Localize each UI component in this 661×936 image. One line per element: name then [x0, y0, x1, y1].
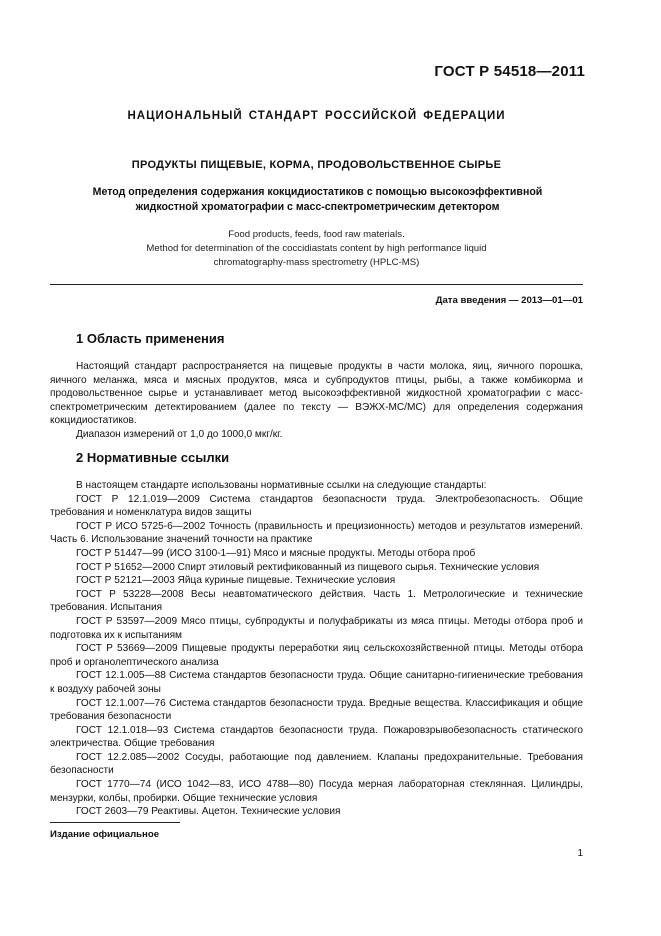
- method-title: Метод определения содержания кокцидиостатиков с помощью высокоэффективной жидкостной хроматографии с масс-спектрометрическим детектором: [92, 186, 543, 213]
- references-intro: В настоящем стандарте использованы нормативные ссылки на следующие стандарты:: [76, 480, 487, 491]
- footer-divider: [50, 822, 180, 823]
- reference-item: ГОСТ 12.2.085—2002 Сосуды, работающие под давлением. Клапаны предохранительные. Требования безопасности: [50, 751, 583, 777]
- english-title-line: Method for determination of the coccidiastats content by high performance liquid: [146, 243, 487, 254]
- english-title-line: chromatography-mass spectrometry (HPLC-MS): [213, 257, 420, 268]
- reference-item: ГОСТ 12.1.018—93 Система стандартов безопасности труда. Пожаровзрывобезопасность статического электричества. Общие требования: [50, 724, 583, 750]
- edition-note: Издание официальное: [50, 829, 160, 840]
- reference-item: ГОСТ Р 53228—2008 Весы неавтоматического действия. Часть 1. Метрологические и технические требования. Испытания: [50, 588, 583, 614]
- paragraph: Настоящий стандарт распространяется на пищевые продукты в части молока, яиц, яичного порошка, яичного меланжа, мяса и мясных продуктов, мяса и субпродуктов птицы, рыбы, а также комбикорма и продовольственное сырье и устанавливает метод высокоэффективной жидкостной хроматографии с масс-спектрометрическим детектированием (далее по тексту — ВЭЖХ-МС/МС) для определения содержания кокцидиостатиков.: [50, 361, 583, 427]
- reference-item: ГОСТ Р 51652—2000 Спирт этиловый ректификованный из пищевого сырья. Технические условия: [76, 561, 540, 573]
- reference-item: ГОСТ 1770—74 (ИСО 1042—83, ИСО 4788—80) Посуда мерная лабораторная стеклянная. Цилиндры, мензурки, колбы, пробирки. Общие технические условия: [50, 779, 583, 804]
- reference-item: ГОСТ 12.1.005—88 Система стандартов безопасности труда. Общие санитарно-гигиенические требования к воздуху рабочей зоны: [50, 670, 583, 695]
- english-title: [80, 228, 553, 270]
- reference-item: ГОСТ Р 52121—2003 Яйца куриные пищевые. Технические условия: [76, 575, 396, 587]
- reference-item: ГОСТ Р 51447—99 (ИСО 3100-1—91) Мясо и мясные продукты. Методы отбора проб: [76, 547, 476, 559]
- section-1-heading: 1 Область применения: [76, 331, 225, 346]
- reference-item: ГОСТ Р 53669—2009 Пищевые продукты переработки яиц сельскохозяйственной птицы. Методы отбора проб и органолептического анализа: [50, 643, 583, 668]
- standard-title: НАЦИОНАЛЬНЫЙ СТАНДАРТ РОССИЙСКОЙ ФЕДЕРАЦИИ: [127, 110, 506, 122]
- reference-item: ГОСТ 12.1.007—76 Система стандартов безопасности труда. Вредные вещества. Классификация и общие требования безопасности: [50, 697, 583, 723]
- section-2-body: [50, 479, 583, 819]
- reference-item: ГОСТ Р ИСО 5725-6—2002 Точность (правильность и прецизионность) методов и результатов измерений. Часть 6. Использование значений точности на практике: [50, 520, 583, 546]
- english-title-line: Food products, feeds, food raw materials.: [228, 229, 405, 240]
- product-title: ПРОДУКТЫ ПИЩЕВЫЕ, КОРМА, ПРОДОВОЛЬСТВЕННОЕ СЫРЬЕ: [131, 159, 502, 171]
- reference-item: ГОСТ Р 53597—2009 Мясо птицы, субпродукты и полуфабрикаты из мяса птицы. Методы отбора проб и подготовка их к испытаниям: [50, 615, 583, 641]
- page-number: 1: [577, 848, 583, 859]
- introduction-date: Дата введения — 2013—01—01: [435, 295, 583, 306]
- section-1-body: [50, 360, 583, 442]
- document-number: ГОСТ Р 54518—2011: [434, 63, 585, 80]
- reference-item: ГОСТ Р 12.1.019—2009 Система стандартов безопасности труда. Электробезопасность. Общие требования и номенклатура видов защиты: [50, 493, 583, 519]
- paragraph: Диапазон измерений от 1,0 до 1000,0 мкг/кг.: [76, 428, 283, 440]
- title-divider: [50, 284, 583, 285]
- reference-item: ГОСТ 2603—79 Реактивы. Ацетон. Технические условия: [76, 806, 341, 818]
- section-2-heading: 2 Нормативные ссылки: [76, 450, 230, 465]
